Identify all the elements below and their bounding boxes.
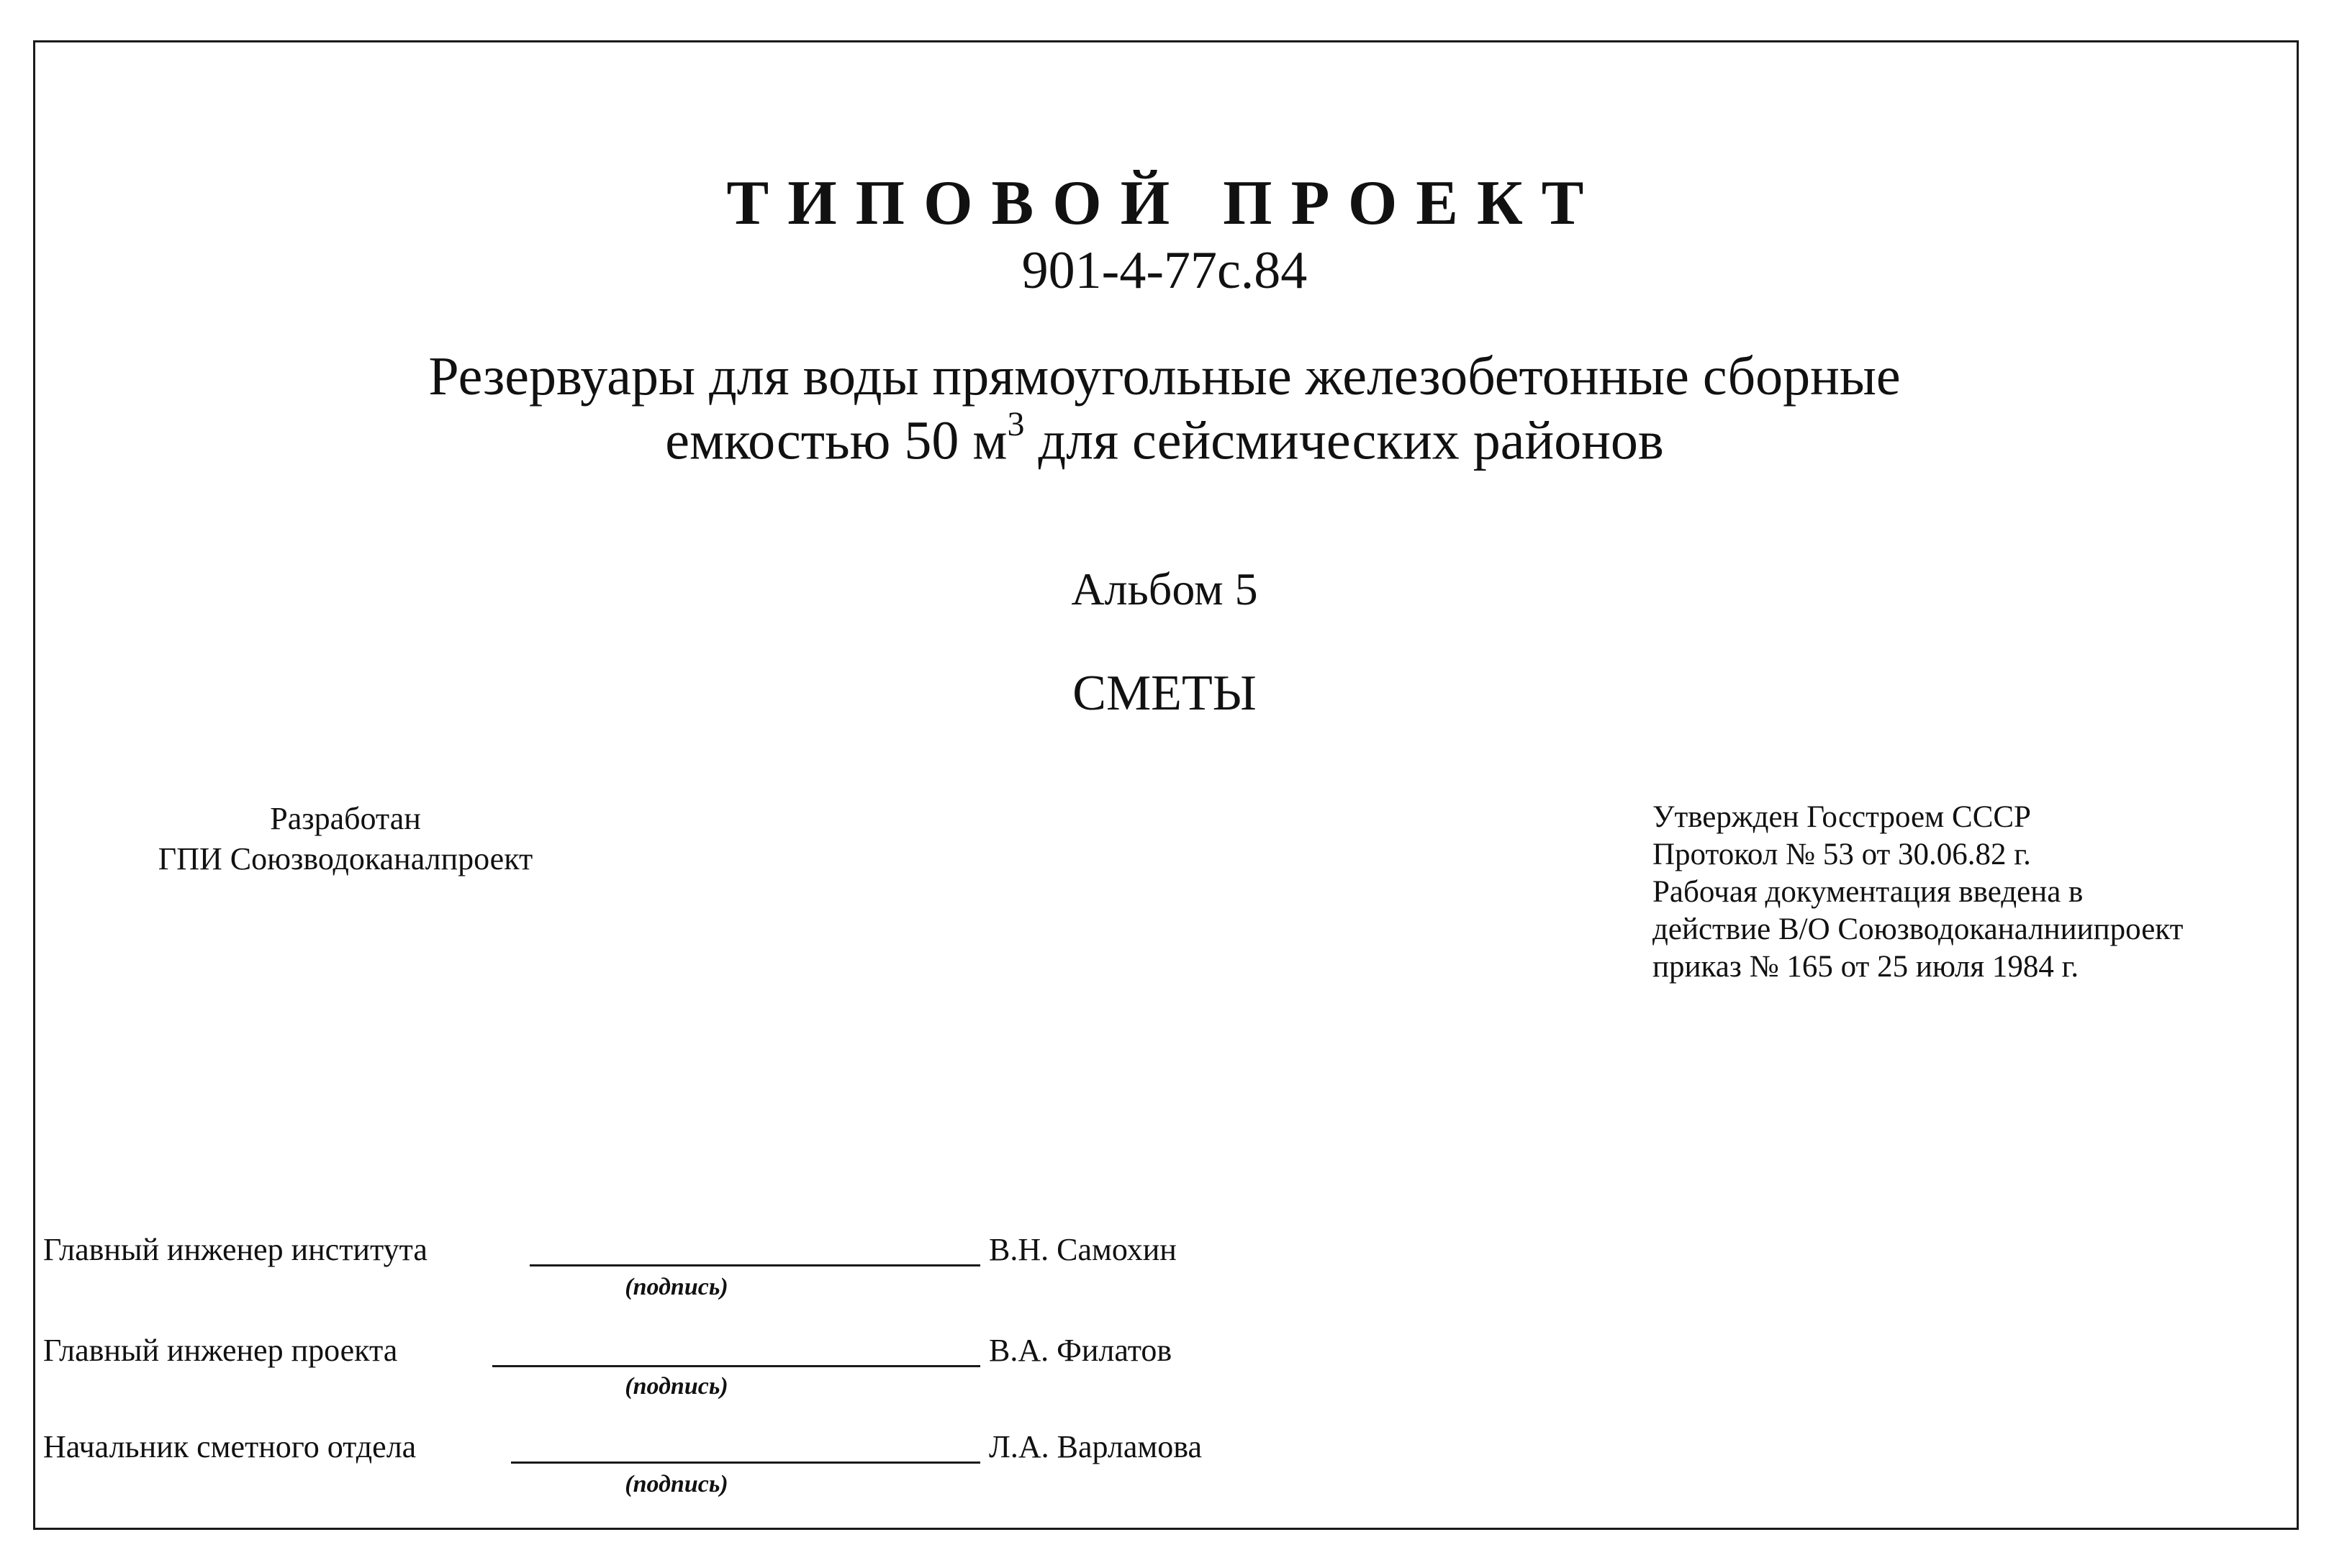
project-code: 901-4-77с.84: [1021, 241, 1308, 300]
subtitle-text-before: емкостью 50 м: [665, 410, 1008, 471]
signature-line: [492, 1365, 980, 1367]
signature-row-estimate-department-head: [43, 1429, 1202, 1472]
signatory-name: Л.А. Варламова: [989, 1429, 1202, 1464]
signature-line: [511, 1461, 980, 1464]
signature-row-chief-engineer-institute: [43, 1232, 1177, 1275]
project-subtitle-line-2: [0, 405, 2329, 472]
signature-caption: (подпись): [625, 1274, 728, 1300]
signature-caption: (подпись): [625, 1471, 728, 1497]
section-title: СМЕТЫ: [1072, 666, 1257, 721]
signatory-name: В.А. Филатов: [989, 1333, 1172, 1368]
album-number: Альбом 5: [1071, 563, 1258, 615]
approval-line: Утвержден Госстроем СССР: [1652, 800, 2031, 834]
developed-label: Разработан: [270, 801, 421, 836]
signature-row-chief-engineer-project: [43, 1333, 1172, 1376]
subtitle-superscript: 3: [1007, 405, 1025, 443]
subtitle-text-after: для сейсмических районов: [1024, 410, 1664, 471]
approval-line: Протокол № 53 от 30.06.82 г.: [1652, 838, 2031, 871]
signatory-name: В.Н. Самохин: [989, 1232, 1177, 1267]
approval-line: приказ № 165 от 25 июля 1984 г.: [1652, 950, 2079, 984]
project-subtitle-line-1: Резервуары для воды прямоугольные железобетонные сборные: [428, 346, 1901, 407]
developed-by-block: [101, 799, 590, 879]
signature-line: [530, 1264, 980, 1266]
document-title: ТИПОВОЙ ПРОЕКТ: [726, 168, 1603, 238]
signature-caption: (подпись): [625, 1373, 728, 1400]
developer-organization: ГПИ Союзводоканалпроект: [158, 841, 533, 876]
approval-block: [1652, 799, 2183, 986]
signature-role: Начальник сметного отдела: [43, 1429, 417, 1464]
signature-role: Главный инженер института: [43, 1232, 428, 1267]
approval-line: Рабочая документация введена в: [1652, 875, 2084, 909]
signature-role: Главный инженер проекта: [43, 1333, 398, 1368]
approval-line: действие В/О Союзводоканалниипроект: [1652, 912, 2184, 946]
